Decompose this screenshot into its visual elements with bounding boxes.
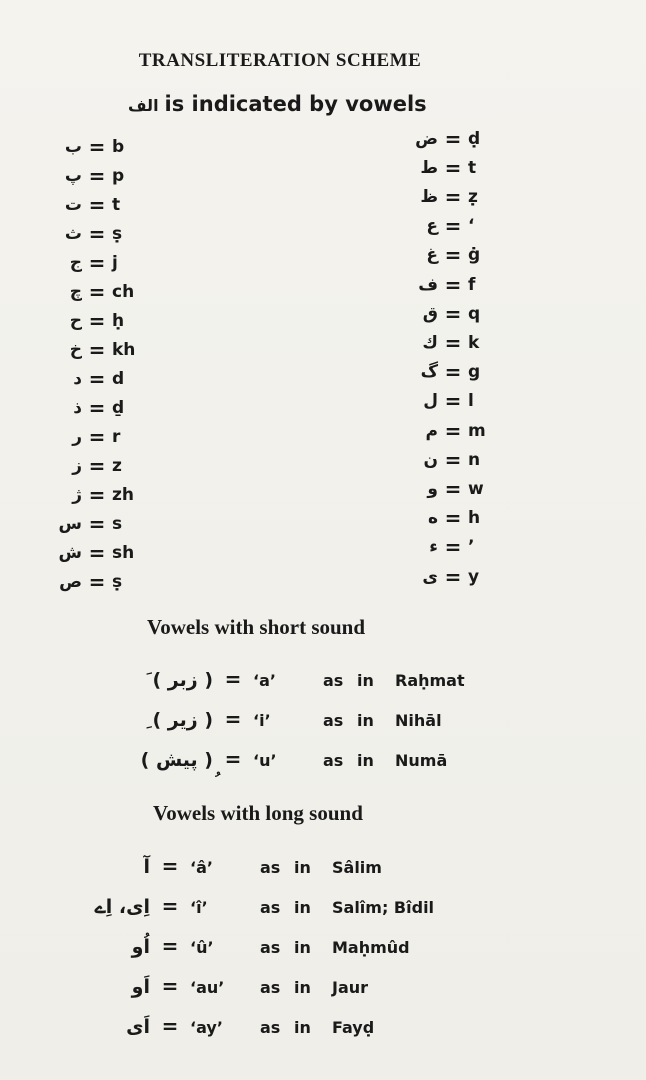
arabic-letter: د	[73, 368, 82, 389]
arabic-letter: ق	[422, 303, 438, 324]
example-word: Numā	[395, 751, 448, 770]
equals-sign: =	[88, 337, 106, 362]
as-word: as	[260, 1018, 281, 1037]
latin-equivalent: ḥ	[112, 310, 125, 331]
latin-equivalent: ġ	[468, 245, 481, 266]
consonant-row	[408, 474, 508, 503]
arabic-letter: ذ	[73, 397, 82, 418]
equals-sign: =	[88, 134, 106, 159]
equals-sign: =	[88, 308, 106, 333]
arabic-letter: ظ	[420, 186, 438, 207]
as-word: as	[260, 938, 281, 957]
consonant-row	[408, 270, 508, 299]
equals-sign: =	[224, 667, 242, 691]
vowel-row	[58, 974, 368, 998]
equals-sign: =	[88, 482, 106, 507]
consonant-row	[52, 422, 152, 451]
arabic-letter: ه	[427, 508, 438, 529]
consonant-row	[52, 364, 152, 393]
consonant-row	[52, 190, 152, 219]
right-consonant-column	[408, 124, 518, 594]
equals-sign: =	[444, 418, 462, 443]
example-word: Raḥmat	[395, 671, 465, 690]
arabic-letter: ن	[423, 449, 438, 470]
equals-sign: =	[88, 453, 106, 478]
equals-sign: =	[88, 424, 106, 449]
latin-equivalent: ḍ	[468, 128, 481, 149]
arabic-letter: خ	[69, 339, 82, 360]
arabic-letter: ز	[72, 455, 82, 476]
vowel-arabic: اُو	[131, 936, 150, 958]
as-word: as	[260, 898, 281, 917]
equals-sign: =	[88, 221, 106, 246]
vowel-arabic: اَى	[126, 1016, 150, 1038]
equals-sign: =	[444, 447, 462, 472]
consonant-row	[52, 219, 152, 248]
equals-sign: =	[88, 163, 106, 188]
equals-sign: =	[88, 279, 106, 304]
consonant-row	[52, 132, 152, 161]
consonant-row	[408, 504, 508, 533]
in-word: in	[294, 938, 311, 957]
latin-equivalent: g	[468, 362, 481, 383]
consonant-row	[408, 533, 508, 562]
equals-sign: =	[224, 707, 242, 731]
latin-equivalent: zh	[112, 484, 134, 505]
arabic-letter: ض	[415, 128, 438, 149]
equals-sign: =	[88, 511, 106, 536]
consonant-row	[408, 387, 508, 416]
arabic-letter: م	[425, 420, 438, 441]
equals-sign: =	[161, 1014, 179, 1038]
vowel-arabic: اَو	[131, 976, 150, 998]
page-title: TRANSLITERATION SCHEME	[138, 50, 422, 71]
vowel-latin: ‘i’	[253, 711, 271, 730]
arabic-letter: ك	[422, 332, 438, 353]
consonant-row	[408, 212, 508, 241]
arabic-letter: و	[427, 478, 438, 499]
latin-equivalent: k	[468, 332, 480, 353]
consonant-row	[408, 328, 508, 357]
equals-sign: =	[444, 243, 462, 268]
vowel-latin: ‘â’	[190, 858, 213, 877]
arabic-letter: ث	[64, 223, 82, 244]
in-word: in	[357, 711, 374, 730]
consonant-row	[52, 480, 152, 509]
arabic-letter: ع	[426, 216, 438, 237]
consonant-row	[52, 306, 152, 335]
vowel-row	[58, 894, 434, 918]
latin-equivalent: sh	[112, 542, 135, 563]
vowel-row	[138, 667, 465, 691]
arabic-letter: ى	[422, 566, 438, 587]
consonant-row	[52, 509, 152, 538]
vowel-latin: ‘u’	[253, 751, 277, 770]
example-word: Jaur	[332, 978, 369, 997]
equals-sign: =	[444, 126, 462, 151]
arabic-letter: ش	[58, 542, 82, 563]
arabic-letter: غ	[426, 245, 438, 266]
arabic-letter: پ	[64, 165, 82, 186]
equals-sign: =	[161, 934, 179, 958]
vowel-latin: ‘î’	[190, 898, 208, 917]
latin-equivalent: ṣ	[112, 571, 123, 592]
long-vowels-heading: Vowels with long sound	[153, 801, 363, 825]
consonant-row	[52, 451, 152, 480]
latin-equivalent: m	[468, 420, 486, 441]
latin-equivalent: ’	[468, 537, 475, 558]
latin-equivalent: s	[112, 513, 123, 534]
consonant-row	[52, 161, 152, 190]
consonant-row	[52, 538, 152, 567]
consonant-row	[408, 124, 508, 153]
latin-equivalent: f	[468, 274, 476, 295]
consonant-row	[52, 335, 152, 364]
latin-equivalent: d	[112, 368, 125, 389]
consonant-row	[408, 182, 508, 211]
consonant-row	[52, 248, 152, 277]
latin-equivalent: ‘	[468, 216, 475, 237]
equals-sign: =	[444, 476, 462, 501]
equals-sign: =	[161, 894, 179, 918]
equals-sign: =	[161, 854, 179, 878]
short-vowels-heading: Vowels with short sound	[147, 615, 366, 639]
latin-equivalent: t	[112, 194, 121, 215]
consonant-row	[408, 445, 508, 474]
arabic-letter: ژ	[72, 484, 82, 505]
latin-equivalent: n	[468, 449, 481, 470]
equals-sign: =	[444, 214, 462, 239]
vowel-row	[138, 747, 447, 793]
latin-equivalent: ṣ	[112, 223, 123, 244]
in-word: in	[294, 858, 311, 877]
arabic-letter: ء	[429, 537, 438, 558]
consonant-row	[52, 277, 152, 306]
equals-sign: =	[88, 192, 106, 217]
arabic-letter: ح	[69, 310, 82, 331]
arabic-letter: ت	[64, 194, 82, 215]
consonant-row	[408, 416, 508, 445]
latin-equivalent: t	[468, 157, 477, 178]
consonant-row	[408, 299, 508, 328]
equals-sign: =	[444, 564, 462, 589]
equals-sign: =	[88, 540, 106, 565]
equals-sign: =	[444, 330, 462, 355]
in-word: in	[357, 751, 374, 770]
vowel-row	[58, 1014, 374, 1038]
equals-sign: =	[444, 184, 462, 209]
arabic-letter: ج	[69, 252, 82, 273]
example-word: Nihāl	[395, 711, 442, 730]
vowel-arabic: اِى، اِے	[94, 896, 150, 918]
equals-sign: =	[444, 155, 462, 180]
equals-sign: =	[88, 250, 106, 275]
equals-sign: =	[444, 272, 462, 297]
equals-sign: =	[444, 389, 462, 414]
arabic-letter: ص	[59, 571, 82, 592]
vowel-arabic: ( پيش )	[140, 749, 213, 771]
latin-equivalent: l	[468, 391, 474, 412]
latin-equivalent: w	[468, 478, 484, 499]
latin-equivalent: kh	[112, 339, 136, 360]
arabic-letter: ل	[423, 391, 438, 412]
vowel-arabic: ( زبر ) َ	[146, 669, 213, 691]
equals-sign: =	[444, 535, 462, 560]
equals-sign: =	[444, 506, 462, 531]
consonant-row	[408, 562, 508, 591]
arabic-letter: ب	[64, 136, 82, 157]
as-word: as	[323, 751, 344, 770]
as-word: as	[323, 671, 344, 690]
in-word: in	[357, 671, 374, 690]
as-word: as	[260, 858, 281, 877]
subtitle-arabic: الف	[128, 96, 159, 115]
latin-equivalent: b	[112, 136, 125, 157]
vowel-latin: ‘ay’	[190, 1018, 223, 1037]
vowel-latin: ‘û’	[190, 938, 214, 957]
vowel-latin: ‘a’	[253, 671, 276, 690]
vowel-latin: ‘au’	[190, 978, 225, 997]
subtitle-text: is indicated by vowels	[164, 92, 427, 116]
arabic-letter: ر	[72, 426, 82, 447]
arabic-letter: ف	[418, 274, 438, 295]
equals-sign: =	[444, 301, 462, 326]
consonant-row	[408, 358, 508, 387]
equals-sign: =	[444, 360, 462, 385]
vowel-row	[58, 854, 382, 878]
latin-equivalent: j	[112, 252, 118, 273]
consonant-row	[52, 393, 152, 422]
example-word: Salîm; Bîdil	[332, 898, 435, 917]
latin-equivalent: p	[112, 165, 125, 186]
in-word: in	[294, 978, 311, 997]
vowel-row	[138, 707, 442, 731]
equals-sign: =	[88, 366, 106, 391]
latin-equivalent: ẓ	[468, 186, 478, 207]
equals-sign: =	[161, 974, 179, 998]
in-word: in	[294, 898, 311, 917]
as-word: as	[323, 711, 344, 730]
consonant-row	[408, 153, 508, 182]
arabic-letter: چ	[69, 281, 82, 302]
latin-equivalent: z	[112, 455, 122, 476]
latin-equivalent: q	[468, 303, 481, 324]
equals-sign: =	[224, 747, 242, 771]
as-word: as	[260, 978, 281, 997]
arabic-letter: ط	[420, 157, 438, 178]
consonant-row	[52, 567, 152, 596]
consonant-row	[408, 241, 508, 270]
arabic-letter: گ	[420, 362, 438, 383]
latin-equivalent: h	[468, 508, 481, 529]
left-consonant-column	[52, 132, 162, 602]
example-word: Maḥmûd	[332, 938, 410, 957]
equals-sign: =	[88, 395, 106, 420]
subtitle	[128, 92, 427, 116]
arabic-letter: س	[58, 513, 82, 534]
vowel-arabic: ( زير ) ِ	[146, 709, 213, 731]
vowel-arabic: آ	[143, 856, 150, 878]
latin-equivalent: r	[112, 426, 121, 447]
in-word: in	[294, 1018, 311, 1037]
vowel-row	[58, 934, 410, 958]
latin-equivalent: ch	[112, 281, 135, 302]
example-word: Sâlim	[332, 858, 382, 877]
equals-sign: =	[88, 569, 106, 594]
latin-equivalent: y	[468, 566, 480, 587]
latin-equivalent: ḏ	[112, 397, 125, 418]
example-word: Fayḍ	[332, 1018, 375, 1037]
